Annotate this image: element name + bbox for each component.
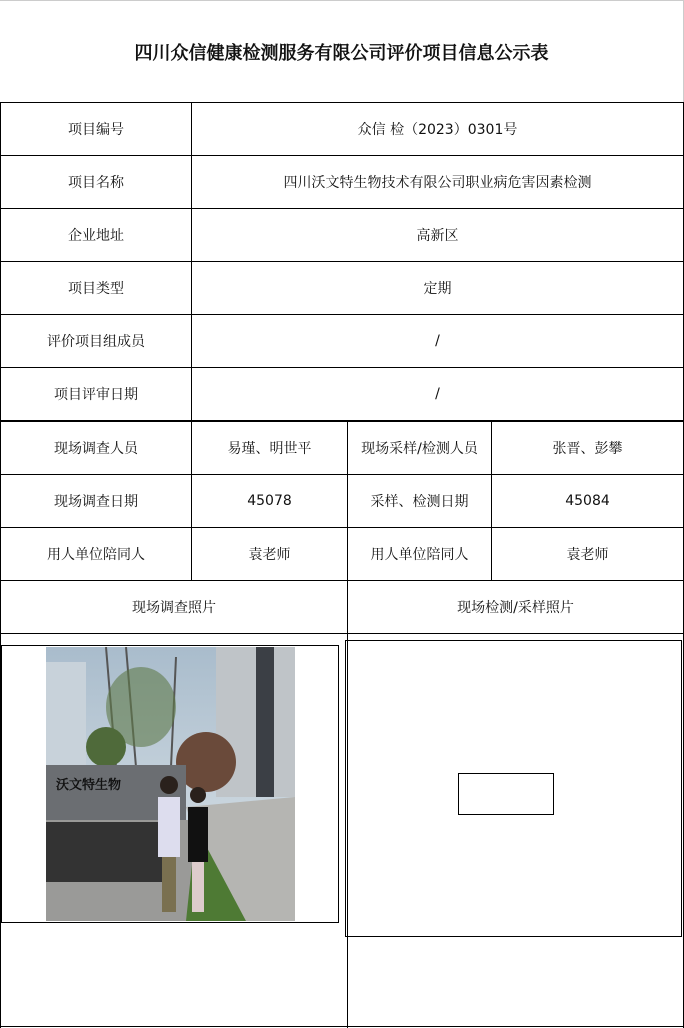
row-label: 现场调查人员 bbox=[0, 421, 192, 475]
row-label: 用人单位陪同人 bbox=[0, 527, 192, 581]
row-label: 项目编号 bbox=[0, 102, 192, 156]
page-title: 四川众信健康检测服务有限公司评价项目信息公示表 bbox=[0, 0, 684, 102]
row-label: 现场调查日期 bbox=[0, 474, 192, 528]
row-label: 用人单位陪同人 bbox=[347, 527, 492, 581]
row-label: 企业地址 bbox=[0, 208, 192, 262]
row-value: 高新区 bbox=[191, 208, 684, 262]
row-value: / bbox=[191, 367, 684, 421]
row-value: 众信 检（2023）0301号 bbox=[191, 102, 684, 156]
sampling-photo-header: 现场检测/采样照片 bbox=[347, 580, 684, 634]
survey-photo-header: 现场调查照片 bbox=[0, 580, 348, 634]
row-value: 45084 bbox=[491, 474, 684, 528]
row-value: / bbox=[191, 314, 684, 368]
row-value: 四川沃文特生物技术有限公司职业病危害因素检测 bbox=[191, 155, 684, 209]
row-label: 现场采样/检测人员 bbox=[347, 421, 492, 475]
row-value: 45078 bbox=[191, 474, 348, 528]
row-value: 袁老师 bbox=[491, 527, 684, 581]
row-label: 评价项目组成员 bbox=[0, 314, 192, 368]
row-value: 张晋、彭攀 bbox=[491, 421, 684, 475]
survey-photo bbox=[46, 647, 295, 921]
row-label: 项目类型 bbox=[0, 261, 192, 315]
row-value: 袁老师 bbox=[191, 527, 348, 581]
sampling-photo-placeholder bbox=[458, 773, 554, 815]
sign-text: 沃文特生物 bbox=[56, 778, 122, 793]
row-label: 项目评审日期 bbox=[0, 367, 192, 421]
row-value: 易瑾、明世平 bbox=[191, 421, 348, 475]
row-value: 定期 bbox=[191, 261, 684, 315]
row-label: 采样、检测日期 bbox=[347, 474, 492, 528]
row-label: 项目名称 bbox=[0, 155, 192, 209]
